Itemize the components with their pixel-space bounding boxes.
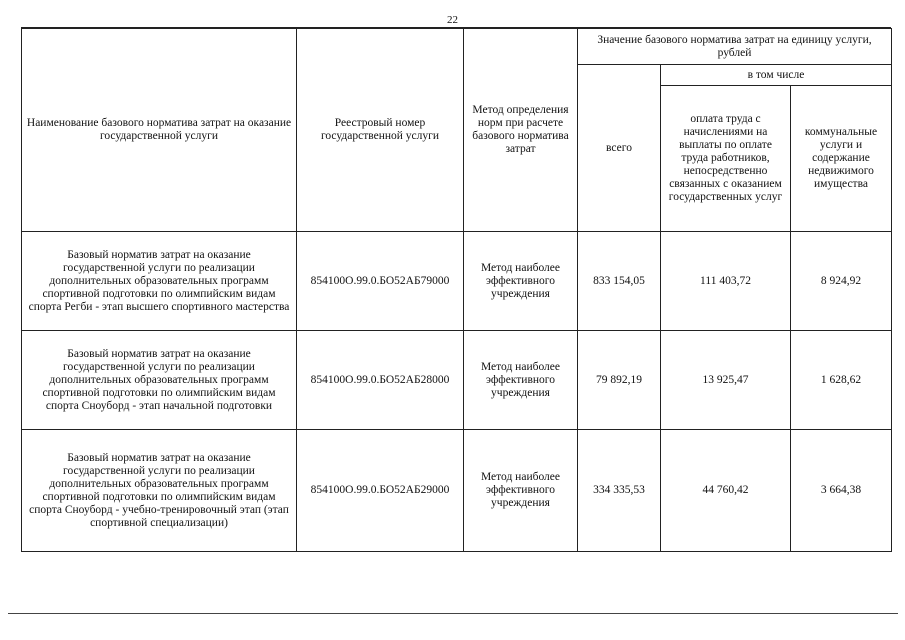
header-name: Наименование базового норматива затрат на оказание государственной услуги xyxy=(22,29,297,232)
row-labor: 13 925,47 xyxy=(661,331,791,430)
header-including: в том числе xyxy=(661,65,892,86)
row-utilities: 3 664,38 xyxy=(791,430,892,552)
row-name: Базовый норматив затрат на оказание государственной услуги по реализации дополнительных образовательных программ спортивной подготовки по олимпийским видам спорта Регби - этап высшего спортивного мастерства xyxy=(22,232,297,331)
row-registry-number: 854100О.99.0.БО52АБ79000 xyxy=(297,232,464,331)
row-method: Метод наиболее эффективного учреждения xyxy=(464,430,578,552)
row-registry-number: 854100О.99.0.БО52АБ29000 xyxy=(297,430,464,552)
cost-norms-table xyxy=(21,28,892,552)
header-registry-number: Реестровый номер государственной услуги xyxy=(297,29,464,232)
table-row xyxy=(22,430,892,552)
table-row xyxy=(22,331,892,430)
row-total: 833 154,05 xyxy=(578,232,661,331)
row-registry-number: 854100О.99.0.БО52АБ28000 xyxy=(297,331,464,430)
header-value-group: Значение базового норматива затрат на единицу услуги, рублей xyxy=(578,29,892,65)
header-row-1 xyxy=(22,29,892,65)
header-labor: оплата труда с начислениями на выплаты по оплате труда работников, непосредственно связанных с оказанием государственных услуг xyxy=(661,86,791,232)
page-number: 22 xyxy=(447,14,458,26)
header-method: Метод определения норм при расчете базового норматива затрат xyxy=(464,29,578,232)
header-total: всего xyxy=(578,65,661,232)
row-method: Метод наиболее эффективного учреждения xyxy=(464,331,578,430)
row-method: Метод наиболее эффективного учреждения xyxy=(464,232,578,331)
table-row xyxy=(22,232,892,331)
row-name: Базовый норматив затрат на оказание государственной услуги по реализации дополнительных образовательных программ спортивной подготовки по олимпийским видам спорта Сноуборд - учебно-тренировочный этап (этап спортивной специализации) xyxy=(22,430,297,552)
row-utilities: 8 924,92 xyxy=(791,232,892,331)
row-total: 79 892,19 xyxy=(578,331,661,430)
row-labor: 44 760,42 xyxy=(661,430,791,552)
row-name: Базовый норматив затрат на оказание государственной услуги по реализации дополнительных образовательных программ спортивной подготовки по олимпийским видам спорта Сноуборд - этап начальной подготовки xyxy=(22,331,297,430)
row-total: 334 335,53 xyxy=(578,430,661,552)
header-utilities: коммунальные услуги и содержание недвижимого имущества xyxy=(791,86,892,232)
row-utilities: 1 628,62 xyxy=(791,331,892,430)
bottom-rule xyxy=(8,613,898,614)
row-labor: 111 403,72 xyxy=(661,232,791,331)
